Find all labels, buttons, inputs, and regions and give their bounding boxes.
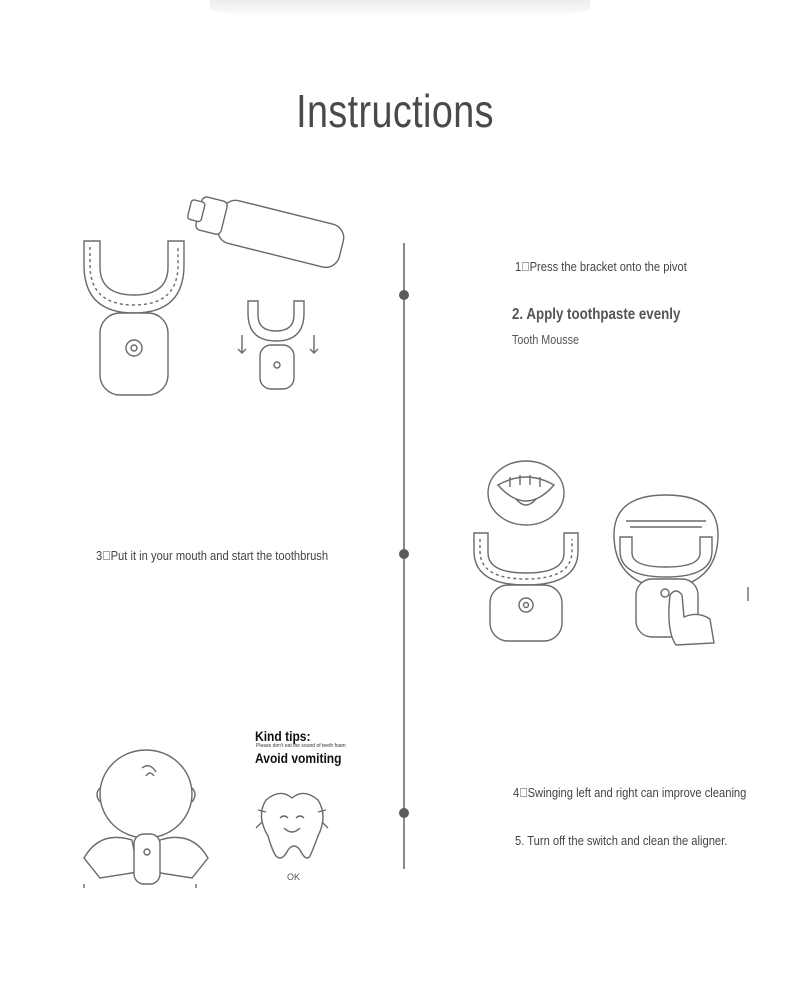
step-4-text: 4 Swinging left and right can improve cleaning: [513, 785, 747, 800]
step-3-text: 3 Put it in your mouth and start the toothbrush: [96, 548, 329, 563]
ok-label: OK: [287, 872, 301, 882]
top-shadow: [210, 0, 590, 18]
timeline-dot-1: [399, 290, 409, 300]
step-2-text: 2. Apply toothpaste evenly: [512, 306, 681, 323]
step-5-text: 5. Turn off the switch and clean the aligner.: [515, 833, 728, 848]
kind-tips-heading: Kind tips:: [255, 728, 311, 744]
avoid-vomiting-text: Avoid vomiting: [255, 750, 342, 766]
step-2-subtext: Tooth Mousse: [512, 333, 579, 347]
brush-with-bottle-illustration: [80, 195, 350, 400]
page-title: Instructions: [296, 85, 494, 137]
head-and-tooth-illustration: [80, 748, 340, 888]
step-1-text: 1 Press the bracket onto the pivot: [515, 259, 687, 274]
timeline-dot-3: [399, 808, 409, 818]
kind-tips-note: Please don't eat the sound of teeth foam: [256, 743, 346, 749]
mouth-and-brush-illustration: [470, 455, 755, 650]
timeline-dot-2: [399, 549, 409, 559]
